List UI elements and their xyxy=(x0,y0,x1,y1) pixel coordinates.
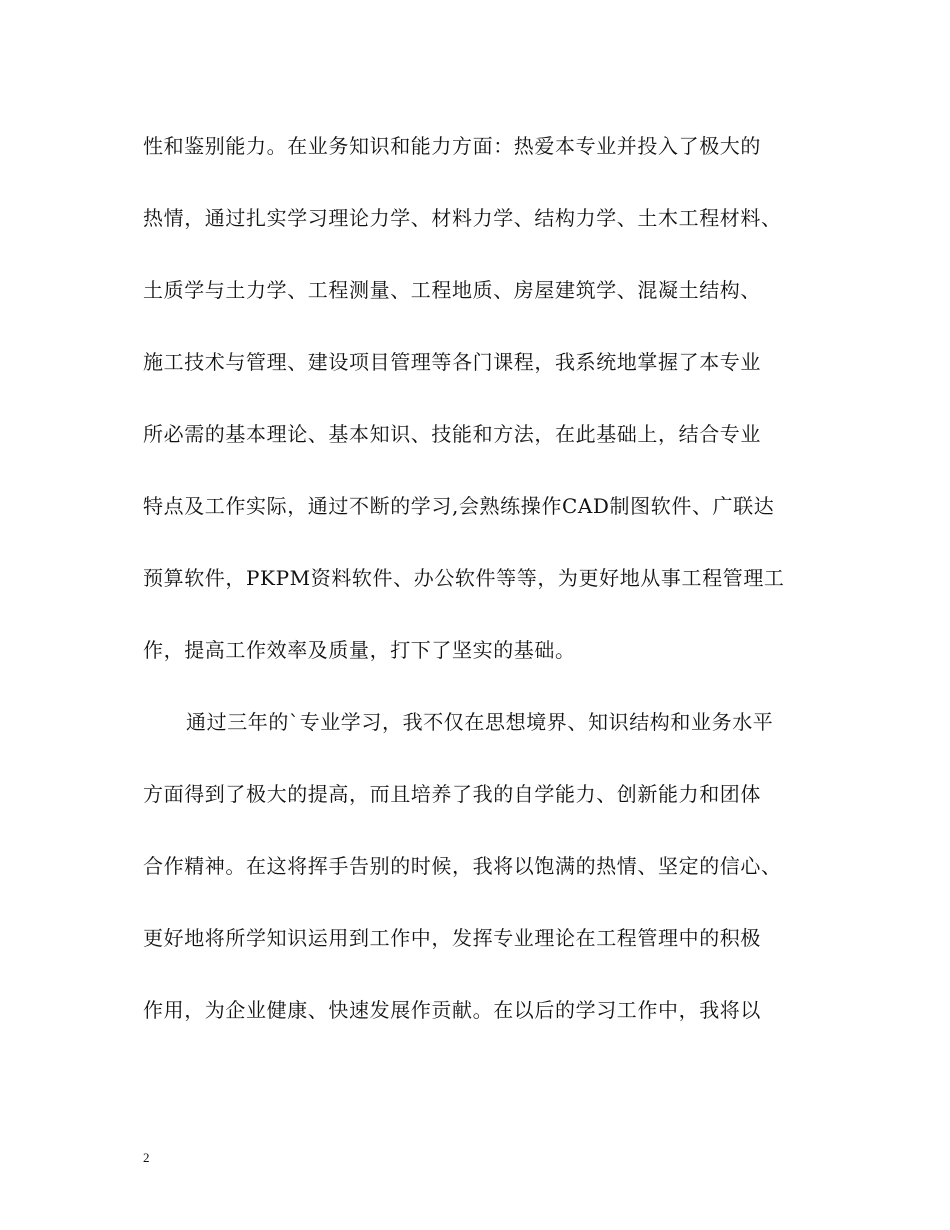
paragraph-line: 特点及工作实际，通过不断的学习,会熟练操作CAD制图软件、广联达 xyxy=(143,494,775,518)
paragraph-line: 通过三年的`专业学习，我不仅在思想境界、知识结构和业务水平 xyxy=(186,710,774,734)
paragraph-line: 作，提高工作效率及质量，打下了坚实的基础。 xyxy=(143,638,576,662)
paragraph-line: 作用，为企业健康、快速发展作贡献。在以后的学习工作中，我将以 xyxy=(143,998,761,1022)
paragraph-line: 性和鉴别能力。在业务知识和能力方面：热爱本专业并投入了极大的 xyxy=(143,134,761,158)
paragraph-line: 更好地将所学知识运用到工作中，发挥专业理论在工程管理中的积极 xyxy=(143,926,761,950)
paragraph-line: 方面得到了极大的提高，而且培养了我的自学能力、创新能力和团体 xyxy=(143,782,761,806)
paragraph-line: 合作精神。在这将挥手告别的时候，我将以饱满的热情、坚定的信心、 xyxy=(143,854,782,878)
paragraph-line: 所必需的基本理论、基本知识、技能和方法，在此基础上，结合专业 xyxy=(143,422,761,446)
paragraph-line: 土质学与土力学、工程测量、工程地质、房屋建筑学、混凝土结构、 xyxy=(143,278,761,302)
paragraph-line: 热情，通过扎实学习理论力学、材料力学、结构力学、土木工程材料、 xyxy=(143,206,782,230)
paragraph-line: 施工技术与管理、建设项目管理等各门课程，我系统地掌握了本专业 xyxy=(143,350,761,374)
page-number: 2 xyxy=(143,1150,150,1165)
paragraph-line: 预算软件，PKPM资料软件、办公软件等等，为更好地从事工程管理工 xyxy=(143,566,785,590)
